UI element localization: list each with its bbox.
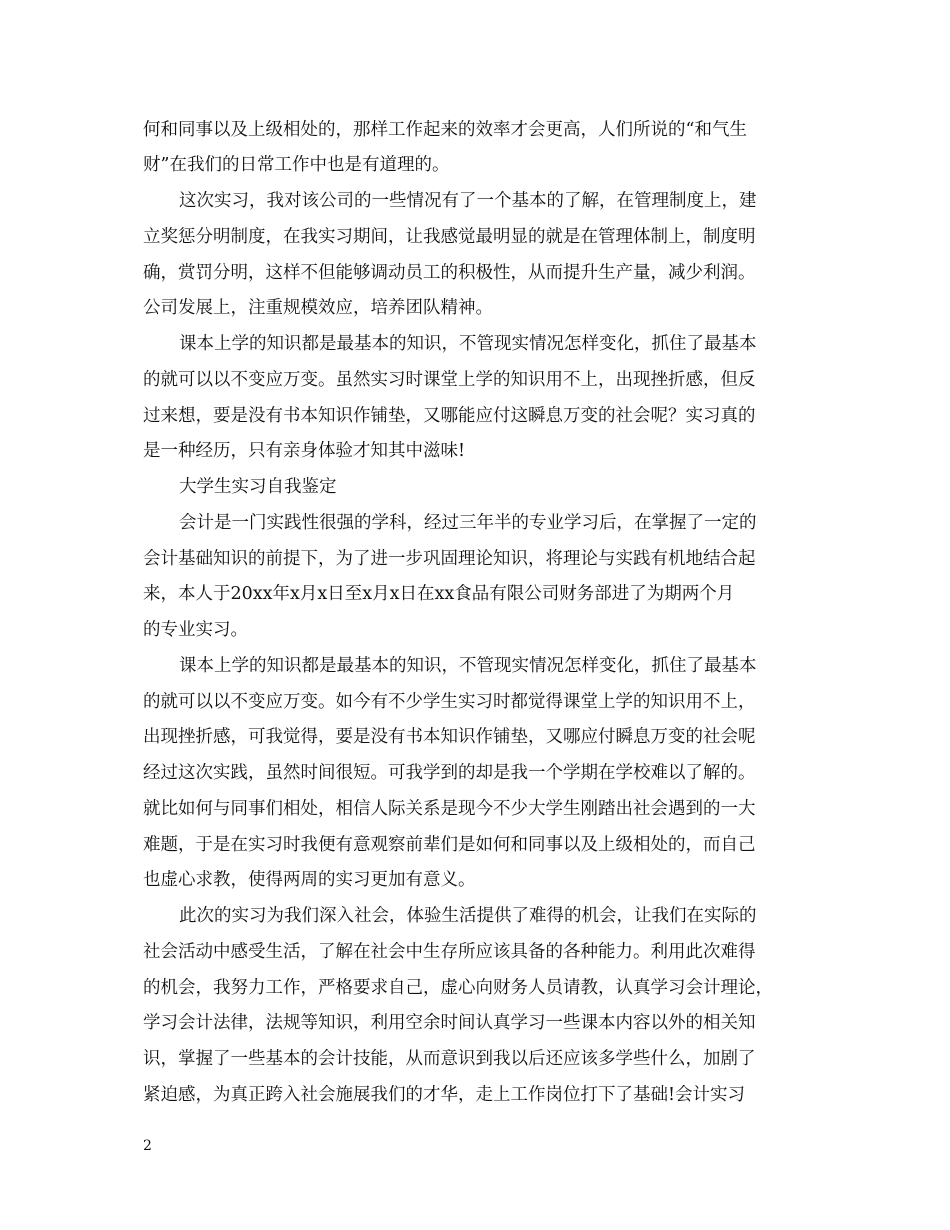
text-line: 此次的实习为我们深入社会，体验生活提供了难得的机会，让我们在实际的 — [179, 906, 757, 926]
text-line: 课本上学的知识都是最基本的知识，不管现实情况怎样变化，抓住了最基本 — [179, 656, 757, 676]
text-line: 的机会，我努力工作，严格要求自己，虚心向财务人员请教，认真学习会计理论， — [143, 978, 773, 998]
text-line: 会计是一门实践性很强的学科，经过三年半的专业学习后，在掌握了一定的 — [179, 513, 757, 533]
text-line: 会计基础知识的前提下，为了进一步巩固理论知识，将理论与实践有机地结合起 — [143, 549, 756, 569]
section-heading: 大学生实习自我鉴定 — [179, 477, 337, 497]
text-line: 过来想，要是没有书本知识作铺垫，又哪能应付这瞬息万变的社会呢？实习真的 — [143, 406, 756, 426]
text-line: 的就可以以不变应万变。虽然实习时课堂上学的知识用不上，出现挫折感，但反 — [143, 370, 756, 390]
text-line: 社会活动中感受生活，了解在社会中生存所应该具备的各种能力。利用此次难得 — [143, 942, 756, 962]
text-line: 课本上学的知识都是最基本的知识，不管现实情况怎样变化，抓住了最基本 — [179, 334, 757, 354]
text-line: 也虚心求教，使得两周的实习更加有意义。 — [143, 870, 476, 890]
text-line: 确，赏罚分明，这样不但能够调动员工的积极性，从而提升生产量，减少利润。 — [143, 263, 756, 283]
text-line: 来，本人于20xx年x月x日至x月x日在xx食品有限公司财务部进了为期两个月 — [143, 584, 735, 604]
text-line: 难题，于是在实习时我便有意观察前辈们是如何和同事以及上级相处的，而自己 — [143, 835, 756, 855]
text-line: 立奖惩分明制度，在我实习期间，让我感觉最明显的就是在管理体制上，制度明 — [143, 227, 756, 247]
text-line: 识，掌握了一些基本的会计技能，从而意识到我以后还应该多学些什么，加剧了 — [143, 1049, 756, 1069]
text-line: 就比如何与同事们相处，相信人际关系是现今不少大学生刚踏出社会遇到的一大 — [143, 799, 756, 819]
text-line: 出现挫折感，可我觉得，要是没有书本知识作铺垫，又哪应付瞬息万变的社会呢 — [143, 727, 756, 747]
text-line: 公司发展上，注重规模效应，培养团队精神。 — [143, 298, 493, 318]
text-line: 紧迫感，为真正跨入社会施展我们的才华，走上工作岗位打下了基础!会计实习 — [143, 1085, 746, 1105]
text-line: 的专业实习。 — [143, 620, 248, 640]
text-line: 经过这次实践，虽然时间很短。可我学到的却是我一个学期在学校难以了解的。 — [143, 763, 756, 783]
text-line: 的就可以以不变应万变。如今有不少学生实习时都觉得课堂上学的知识用不上， — [143, 692, 756, 712]
text-line: 何和同事以及上级相处的，那样工作起来的效率才会更高，人们所说的“和气生 — [143, 120, 747, 140]
text-line: 学习会计法律，法规等知识，利用空余时间认真学习一些课本内容以外的相关知 — [143, 1013, 756, 1033]
text-line: 是一种经历，只有亲身体验才知其中滋味! — [143, 441, 466, 461]
page-number: 2 — [143, 1138, 152, 1154]
text-line: 这次实习，我对该公司的一些情况有了一个基本的了解，在管理制度上，建 — [179, 191, 757, 211]
text-line: 财”在我们的日常工作中也是有道理的。 — [143, 155, 450, 175]
